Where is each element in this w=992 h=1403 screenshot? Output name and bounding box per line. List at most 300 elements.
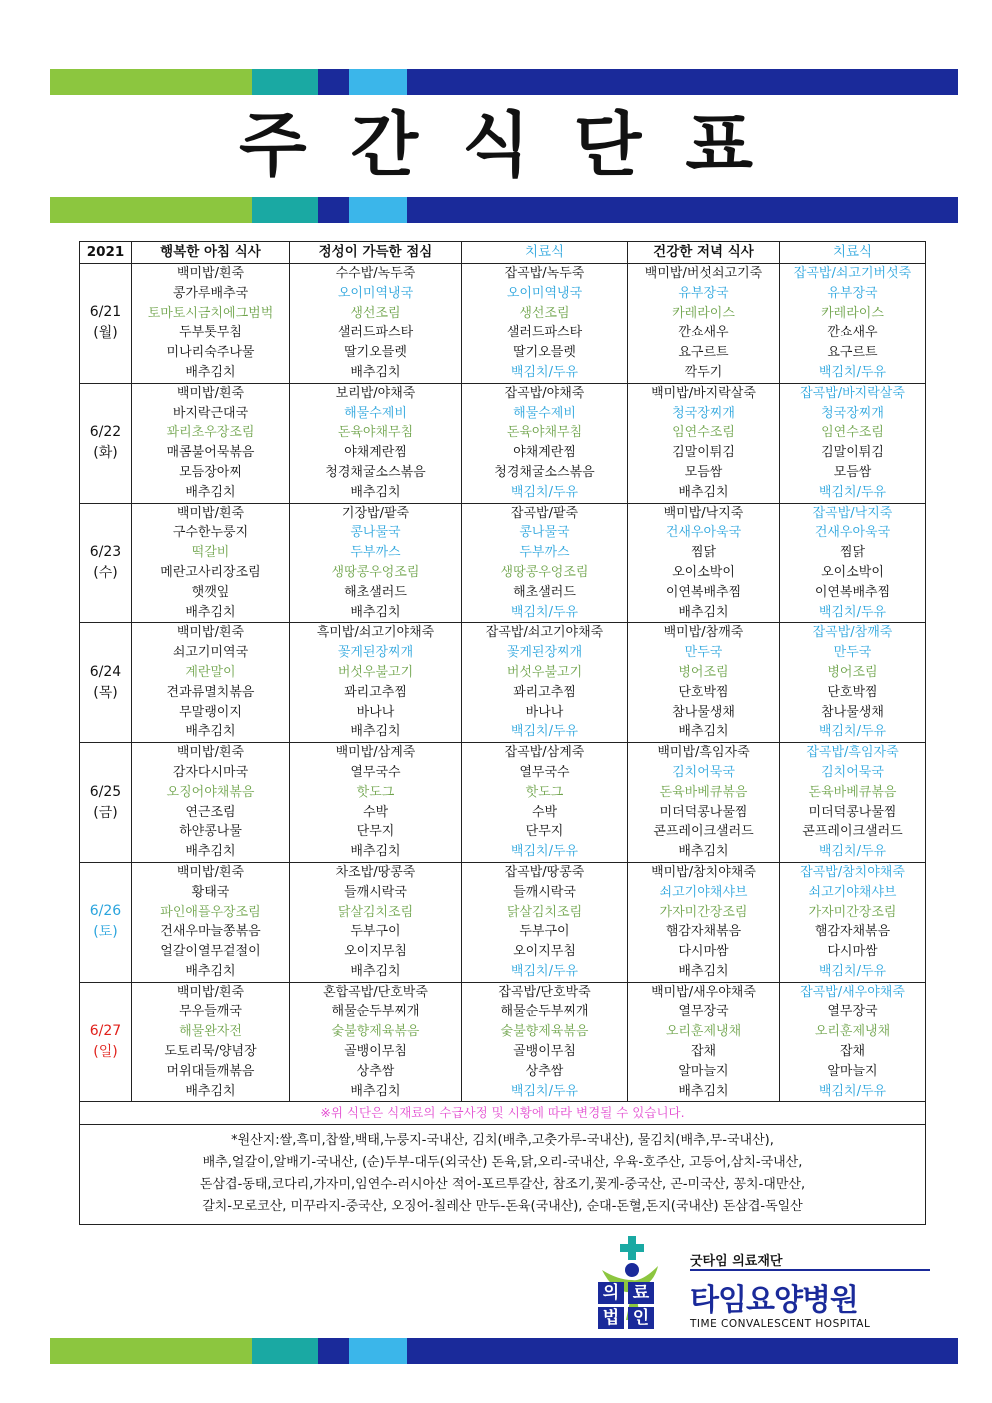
meal-cell [290,862,462,982]
meal-cell [462,623,628,743]
menu-item: 배추김치 [350,1083,401,1099]
meal-cell [290,743,462,863]
menu-item: 오이미역냉국 [337,285,414,301]
day-date-cell [80,264,132,384]
meal-cell [780,503,926,623]
meal-cell [132,623,290,743]
menu-item: 백김치/두유 [510,484,579,500]
menu-item: 단호박찜 [678,684,729,700]
menu-item: 백김치/두유 [818,1083,887,1099]
logo-char-box: 인 [628,1307,654,1329]
menu-item: 오이미역냉국 [506,285,583,301]
menu-item: 배추김치 [185,724,236,740]
menu-item: 임연수조림 [821,425,884,441]
menu-item: 잡곡밥/바지락살죽 [800,385,905,401]
menu-item: 미나리숙주나물 [166,345,255,361]
header-year: 2021 [80,242,132,264]
menu-item: 생땅콩우엉조림 [500,564,589,580]
menu-item: 돈육야채무침 [337,425,414,441]
menu-item: 미더덕콩나물찜 [659,804,748,820]
menu-item: 닭살김치조림 [506,904,583,920]
menu-item: 돈육바베큐볶음 [808,784,897,800]
menu-item: 생땅콩우엉조림 [331,564,420,580]
menu-item: 콩나물국 [350,525,401,541]
menu-item: 버섯우불고기 [506,664,583,680]
menu-item: 두부까스 [350,545,401,561]
menu-item: 백미밥/삼계죽 [335,745,416,761]
menu-item: 콩가루배추국 [172,285,249,301]
menu-item: 꽃게된장찌개 [506,645,583,661]
notice-row [80,1102,926,1125]
menu-item: 백미밥/낙지죽 [663,505,744,521]
menu-item: 백김치/두유 [818,724,887,740]
menu-item: 배추김치 [350,364,401,380]
menu-item: 김말이튀김 [821,445,884,461]
meal-cell [780,862,926,982]
menu-item: 백미밥/흰죽 [176,385,245,401]
menu-item: 김말이튀김 [672,445,735,461]
menu-item: 돈육야채무침 [506,425,583,441]
menu-item: 닭살김치조림 [337,904,414,920]
menu-item: 다시마쌈 [827,944,878,960]
meal-cell [462,743,628,863]
menu-item: 잡채 [839,1044,866,1060]
menu-item: 백김치/두유 [818,963,887,979]
meal-cell [290,982,462,1102]
menu-item: 배추김치 [185,484,236,500]
menu-item: 열무국수 [350,764,401,780]
origin-info [80,1125,926,1225]
menu-item: 해물순두부찌개 [331,1004,420,1020]
menu-item: 이연복배추찜 [665,584,742,600]
menu-item: 청경채굴소스볶음 [494,464,595,480]
menu-item: 모듬쌈 [833,464,872,480]
meal-cell [628,383,780,503]
menu-item: 오이소박이 [672,564,735,580]
menu-item: 잡곡밥/팥죽 [510,505,579,521]
menu-item: 잡곡밥/참깨죽 [812,625,893,641]
menu-item: 열무국수 [519,764,570,780]
menu-item: 연근조림 [185,804,236,820]
menu-item: 백미밥/흰죽 [176,505,245,521]
meal-cell [132,743,290,863]
menu-item: 백김치/두유 [510,364,579,380]
menu-item: 잡곡밥/단호박죽 [498,984,591,1000]
menu-item: 두부톳무침 [179,325,242,341]
menu-item: 골뱅이무침 [513,1044,576,1060]
menu-item: 얼갈이열무겉절이 [160,944,261,960]
menu-item: 수박 [362,804,389,820]
menu-item: 배추김치 [678,844,729,860]
menu-item: 백미밥/흰죽 [176,266,245,281]
menu-item: 배추김치 [678,1083,729,1099]
menu-item: 배추김치 [185,604,236,620]
table-header-row [80,242,926,264]
menu-item: 숯불향제육볶음 [331,1024,420,1040]
meal-cell [780,982,926,1102]
menu-item: 배추김치 [185,963,236,979]
menu-item: 바지락근대국 [172,405,249,421]
menu-item: 백김치/두유 [510,1083,579,1099]
day-date-cell [80,743,132,863]
logo-char-box: 의 [598,1282,624,1304]
menu-item: 꽈리고추찜 [344,684,407,700]
meal-cell [628,982,780,1102]
weekday-label: (금) [93,804,118,821]
menu-item: 쇠고기야채샤브 [659,884,748,900]
menu-item: 두부까스 [519,545,570,561]
menu-item: 잡곡밥/흑임자죽 [806,745,899,761]
menu-item: 김치어묵국 [672,764,735,780]
menu-item: 배추김치 [678,724,729,740]
menu-item: 상추쌈 [356,1063,395,1079]
menu-item: 백김치/두유 [510,604,579,620]
menu-item: 골뱅이무침 [344,1044,407,1060]
menu-item: 단호박찜 [827,684,878,700]
menu-item: 해물순두부찌개 [500,1004,589,1020]
menu-item: 딸기오믈렛 [513,345,576,361]
menu-item: 쇠고기미역국 [172,645,249,661]
menu-item: 딸기오믈렛 [344,345,407,361]
menu-item: 백미밥/흰죽 [176,864,245,880]
menu-item: 상추쌈 [525,1063,564,1079]
menu-item: 콘프레이크샐러드 [653,824,754,840]
menu-item: 꽈리초우장조림 [166,425,255,441]
menu-item: 혼합곡밥/단호박죽 [323,984,428,1000]
day-row [80,862,926,982]
menu-item: 알마늘지 [678,1063,729,1079]
menu-item: 배추김치 [350,844,401,860]
menu-item: 오이지무침 [344,944,407,960]
menu-item: 건새우마늘쫑볶음 [160,924,261,940]
menu-item: 꽃게된장찌개 [337,645,414,661]
menu-item: 토마토시금치에그범벅 [147,305,274,321]
menu-item: 모듬장아찌 [179,464,242,480]
menu-item: 무우들깨국 [179,1004,242,1020]
weekly-menu-table [79,241,926,1225]
weekday-label: (일) [93,1044,118,1061]
origin-line: *원산지:쌀,흑미,찹쌀,백태,누룽지-국내산, 김치(배추,고춧가루-국내산), 물김치(배추,무-국내산), [231,1133,774,1149]
menu-item: 다시마쌈 [678,944,729,960]
menu-item: 백김치/두유 [510,724,579,740]
menu-item: 햄감자채볶음 [665,924,742,940]
menu-item: 찜닭 [839,545,866,561]
menu-item: 열무장국 [678,1004,729,1020]
menu-item: 돈육바베큐볶음 [659,784,748,800]
menu-item: 햇깻잎 [191,584,230,600]
day-date-cell [80,982,132,1102]
origin-row [80,1125,926,1225]
menu-item: 오이지무침 [513,944,576,960]
header-therapy-dinner: 치료식 [780,242,926,264]
menu-item: 배추김치 [185,364,236,380]
menu-item: 무말랭이지 [179,704,242,720]
menu-item: 매콤불어묵볶음 [166,445,255,461]
menu-item: 황태국 [191,884,230,900]
menu-item: 잡채 [690,1044,717,1060]
menu-item: 백김치/두유 [818,604,887,620]
meal-cell [462,503,628,623]
weekday-label: (목) [93,684,118,701]
meal-cell [462,982,628,1102]
menu-item: 백김치/두유 [510,963,579,979]
menu-item: 배추김치 [350,963,401,979]
menu-item: 오리훈제냉채 [814,1024,891,1040]
menu-item: 백미밥/흰죽 [176,745,245,761]
menu-item: 이연복배추찜 [814,584,891,600]
menu-item: 잡곡밥/쇠고기버섯죽 [793,266,912,281]
menu-item: 백미밥/참깨죽 [663,625,744,641]
menu-item: 수수밥/녹두죽 [335,266,416,281]
menu-item: 생선조림 [519,305,570,321]
hospital-name: 타임요양병원 [690,1283,858,1318]
menu-item: 배추김치 [678,604,729,620]
menu-item: 버섯우불고기 [337,664,414,680]
header-dinner: 건강한 저녁 식사 [628,242,780,264]
meal-cell [628,862,780,982]
weekday-label: (수) [93,564,118,581]
meal-cell [628,503,780,623]
menu-item: 알마늘지 [827,1063,878,1079]
menu-item: 해초샐러드 [344,584,407,600]
day-row [80,743,926,863]
meal-cell [132,862,290,982]
page-title: 주간식단표 [238,104,798,186]
menu-item: 배추김치 [185,1083,236,1099]
menu-body [80,264,926,1102]
meal-cell [462,264,628,384]
menu-item: 백김치/두유 [818,484,887,500]
menu-item: 두부구이 [519,924,570,940]
menu-item: 백김치/두유 [818,844,887,860]
menu-item: 청국장찌개 [672,405,735,421]
meal-cell [780,743,926,863]
meal-cell [132,264,290,384]
menu-item: 메란고사리장조림 [160,564,261,580]
day-row [80,623,926,743]
menu-item: 샐러드파스타 [337,325,414,341]
origin-line: 갈치-모로코산, 미꾸라지-중국산, 오징어-칠레산 만두-돈육(국내산), 순대-돈혈,돈지(국내산) 돈삼겹-독일산 [202,1199,803,1215]
menu-item: 샐러드파스타 [506,325,583,341]
menu-item: 오이소박이 [821,564,884,580]
menu-item: 계란말이 [185,664,236,680]
menu-item: 보리밥/야채죽 [335,385,416,401]
menu-item: 잡곡밥/야채죽 [504,385,585,401]
meal-cell [628,623,780,743]
menu-item: 청경채굴소스볶음 [325,464,426,480]
meal-cell [628,264,780,384]
date-label: 6/26 [89,903,122,920]
logo-rule [690,1269,930,1271]
menu-item: 가자미간장조림 [808,904,897,920]
menu-item: 야채계란찜 [344,445,407,461]
menu-item: 해물수제비 [344,405,407,421]
menu-item: 핫도그 [525,784,564,800]
menu-item: 유부장국 [678,285,729,301]
menu-item: 미더덕콩나물찜 [808,804,897,820]
logo-char-box: 법 [598,1307,624,1329]
day-row [80,982,926,1102]
menu-item: 김치어묵국 [821,764,884,780]
menu-item: 백미밥/흰죽 [176,984,245,1000]
meal-cell [132,982,290,1102]
menu-item: 배추김치 [678,484,729,500]
header-therapy-lunch: 치료식 [462,242,628,264]
menu-item: 도토리묵/양념장 [164,1044,257,1060]
menu-item: 바나나 [525,704,564,720]
menu-item: 차조밥/땅콩죽 [335,864,416,880]
menu-item: 생선조림 [350,305,401,321]
hospital-logo [598,1242,938,1332]
menu-item: 잡곡밥/삼계죽 [504,745,585,761]
menu-item: 건새우아욱국 [814,525,891,541]
day-date-cell [80,503,132,623]
menu-item: 단무지 [356,824,395,840]
menu-item: 꽈리고추찜 [513,684,576,700]
menu-item: 배추김치 [350,604,401,620]
meal-cell [780,264,926,384]
menu-item: 두부구이 [350,924,401,940]
menu-item: 잡곡밥/새우야채죽 [800,984,905,1000]
date-label: 6/24 [89,663,122,680]
menu-item: 기장밥/팥죽 [341,505,410,521]
meal-cell [462,862,628,982]
menu-item: 잡곡밥/녹두죽 [504,266,585,281]
menu-item: 오징어야채볶음 [166,784,255,800]
bottom-color-bar [50,1338,958,1364]
menu-item: 병어조림 [678,664,729,680]
menu-item: 야채계란찜 [513,445,576,461]
menu-item: 백미밥/참치야채죽 [651,864,756,880]
day-row [80,264,926,384]
menu-item: 참나물생채 [821,704,884,720]
menu-item: 백미밥/버섯쇠고기죽 [644,266,763,281]
weekday-label: (월) [93,325,118,342]
date-label: 6/22 [89,424,122,441]
menu-item: 깍두기 [684,364,723,380]
menu-item: 열무장국 [827,1004,878,1020]
menu-item: 해물수제비 [513,405,576,421]
menu-item: 병어조림 [827,664,878,680]
menu-item: 가자미간장조림 [659,904,748,920]
menu-item: 백미밥/흑임자죽 [657,745,750,761]
menu-item: 카레라이스 [821,305,884,321]
meal-cell [132,383,290,503]
logo-char-box: 료 [628,1282,654,1304]
menu-item: 백김치/두유 [818,364,887,380]
menu-item: 콩나물국 [519,525,570,541]
menu-item: 배추김치 [350,724,401,740]
meal-cell [290,623,462,743]
menu-item: 구수한누룽지 [172,525,249,541]
date-label: 6/21 [89,304,122,321]
menu-item: 잡곡밥/낙지죽 [812,505,893,521]
menu-item: 모듬쌈 [684,464,723,480]
menu-item: 찜닭 [690,545,717,561]
menu-item: 하얀콩나물 [179,824,242,840]
menu-item: 요구르트 [827,345,878,361]
header-breakfast: 행복한 아침 식사 [132,242,290,264]
menu-item: 요구르트 [678,345,729,361]
menu-item: 핫도그 [356,784,395,800]
date-label: 6/23 [89,543,122,560]
menu-item: 견과류멸치볶음 [166,684,255,700]
menu-table-wrapper [79,241,925,1225]
menu-item: 햄감자채볶음 [814,924,891,940]
menu-item: 파인애플우장조림 [160,904,261,920]
menu-item: 카레라이스 [672,305,735,321]
meal-cell [132,503,290,623]
menu-item: 유부장국 [827,285,878,301]
day-row [80,503,926,623]
menu-item: 배추김치 [678,963,729,979]
menu-item: 깐쇼새우 [827,325,878,341]
hospital-english-name: TIME CONVALESCENT HOSPITAL [690,1318,871,1330]
meal-cell [780,383,926,503]
menu-item: 참나물생채 [672,704,735,720]
menu-item: 백미밥/새우야채죽 [651,984,756,1000]
meal-cell [462,383,628,503]
menu-item: 잡곡밥/쇠고기야채죽 [485,625,604,641]
header-lunch: 정성이 가득한 점심 [290,242,462,264]
menu-item: 바나나 [356,704,395,720]
day-date-cell [80,862,132,982]
weekday-label: (화) [93,445,118,462]
date-label: 6/25 [89,783,122,800]
menu-item: 만두국 [833,645,872,661]
top-color-bar [50,69,958,95]
menu-item: 단무지 [525,824,564,840]
title-underline-bar [50,197,958,223]
menu-item: 들깨시락국 [513,884,576,900]
foundation-name: 굿타임 의료재단 [690,1254,783,1269]
menu-item: 잡곡밥/땅콩죽 [504,864,585,880]
day-date-cell [80,623,132,743]
meal-cell [628,743,780,863]
menu-item: 해물완자전 [179,1024,242,1040]
menu-item: 머위대들깨볶음 [166,1063,255,1079]
menu-item: 감자다시마국 [172,764,249,780]
menu-item: 깐쇼새우 [678,325,729,341]
meal-cell [290,383,462,503]
menu-item: 백김치/두유 [510,844,579,860]
date-label: 6/27 [89,1023,122,1040]
menu-item: 숯불향제육볶음 [500,1024,589,1040]
meal-cell [290,264,462,384]
menu-item: 콘프레이크샐러드 [802,824,903,840]
menu-change-notice: ※위 식단은 식재료의 수급사정 및 시황에 따라 변경될 수 있습니다. [80,1102,926,1125]
menu-item: 백미밥/바지락살죽 [651,385,756,401]
menu-item: 잡곡밥/참치야채죽 [800,864,905,880]
menu-item: 흑미밥/쇠고기야채죽 [316,625,435,641]
menu-item: 오리훈제냉채 [665,1024,742,1040]
menu-item: 쇠고기야채샤브 [808,884,897,900]
day-row [80,383,926,503]
menu-item: 만두국 [684,645,723,661]
menu-item: 임연수조림 [672,425,735,441]
menu-item: 들깨시락국 [344,884,407,900]
menu-item: 청국장찌개 [821,405,884,421]
menu-item: 떡갈비 [191,545,230,561]
menu-item: 수박 [531,804,558,820]
menu-item: 건새우아욱국 [665,525,742,541]
day-date-cell [80,383,132,503]
origin-line: 돈삼겹-동태,코다리,가자미,임연수-러시아산 적어-포르투갈산, 참조기,꽃게-중국산, 곤-미국산, 꽁치-대만산, [199,1177,806,1193]
meal-cell [290,503,462,623]
menu-item: 배추김치 [185,844,236,860]
weekday-label: (토) [93,924,118,941]
meal-cell [780,623,926,743]
